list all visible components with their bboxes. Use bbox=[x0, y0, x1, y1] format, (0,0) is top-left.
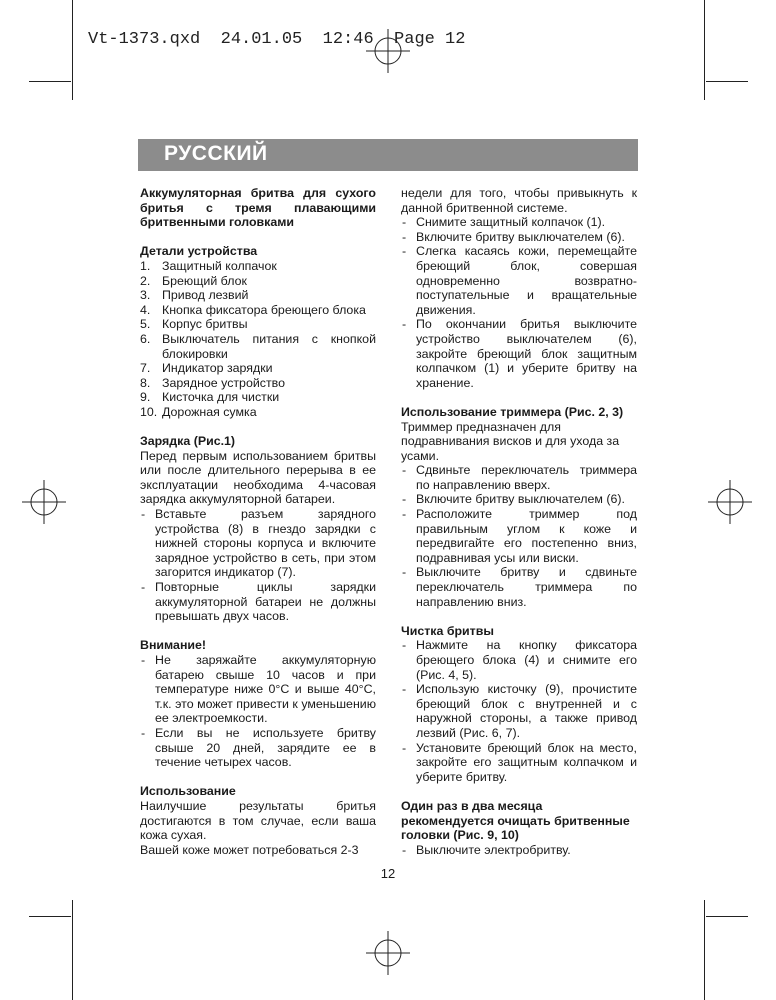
list-item: - Вставьте разъем зарядного устройства (8) в гнездо зарядки с нижней стороны корпуса и включите зарядное устройство в сеть, при этом загорится индикатор (7). bbox=[140, 507, 376, 580]
page-number: 12 bbox=[380, 866, 396, 881]
list-item: - Включите бритву выключателем (6). bbox=[401, 492, 637, 507]
list-item: - Использую кисточку (9), прочистите бреющий блок с внутренней и с наружной стороны, а также привод лезвий (Рис. 6, 7). bbox=[401, 682, 637, 740]
trimmer-heading: Использование триммера (Рис. 2, 3) bbox=[401, 404, 624, 419]
crop-mark bbox=[29, 916, 71, 917]
crop-mark bbox=[704, 0, 705, 100]
usage-text-continued: Вашей коже может потребоваться 2-3 bbox=[140, 842, 359, 857]
list-item: - Установите бреющий блок на место, закройте его защитным колпачком и уберите бритву. bbox=[401, 741, 637, 785]
crop-mark bbox=[72, 0, 73, 100]
list-item: 6. Выключатель питания с кнопкой блокировки bbox=[140, 331, 376, 361]
list-item: 2. Бреющий блок bbox=[140, 273, 247, 288]
crop-mark bbox=[704, 900, 705, 1000]
list-item: - Выключите электробритву. bbox=[401, 843, 637, 858]
list-item: - Повторные циклы зарядки аккумуляторной батареи не должны превышать двух часов. bbox=[140, 580, 376, 624]
list-item: 1. Защитный колпачок bbox=[140, 258, 277, 273]
bimonthly-heading: Один раз в два месяца рекомендуется очищать бритвенные головки (Рис. 9, 10) bbox=[401, 798, 630, 843]
registration-mark-icon bbox=[364, 929, 412, 977]
section-title: РУССКИЙ bbox=[164, 142, 268, 165]
crop-mark bbox=[706, 81, 748, 82]
list-item: 9. Кисточка для чистки bbox=[140, 390, 280, 405]
list-item: 4. Кнопка фиксатора бреющего блока bbox=[140, 302, 366, 317]
parts-heading: Детали устройства bbox=[140, 244, 258, 259]
list-item: - Если вы не используете бритву свыше 20 дней, зарядите ее в течение четырех часов. bbox=[140, 726, 376, 770]
trimmer-steps bbox=[401, 463, 637, 609]
registration-mark-icon bbox=[20, 478, 68, 526]
list-item: 5. Корпус бритвы bbox=[140, 317, 248, 332]
list-item: - Не заряжайте аккумуляторную батарею свыше 10 часов и при температуре ниже 0°С и выше 40°С, т.к. это может привести к уменьшению ее электроемкости. bbox=[140, 653, 376, 726]
crop-mark bbox=[29, 81, 71, 82]
left-column bbox=[140, 186, 376, 857]
list-item: 8. Зарядное устройство bbox=[140, 375, 285, 390]
charging-intro: Перед первым использованием бритвы или после длительного перерыва в ее эксплуатации необходима 4-часовая зарядка аккумуляторной батареи. bbox=[140, 448, 376, 507]
usage-steps bbox=[401, 215, 637, 390]
file-slug: Vt-1373.qxd 24.01.05 12:46 Page 12 bbox=[88, 30, 466, 49]
trimmer-intro: Триммер предназначен для подравнивания висков и для ухода за усами. bbox=[401, 419, 620, 463]
usage-text: Наилучшие результаты бритья достигаются в том случае, если ваша кожа сухая. bbox=[140, 798, 376, 843]
section-title-bar bbox=[138, 139, 638, 171]
warning-list bbox=[140, 653, 376, 770]
list-item: 7. Индикатор зарядки bbox=[140, 361, 273, 376]
list-item: - Нажмите на кнопку фиксатора бреющего блока (4) и снимите его (Рис. 4, 5). bbox=[401, 638, 637, 682]
list-item: 3. Привод лезвий bbox=[140, 288, 249, 303]
charging-steps bbox=[140, 507, 376, 624]
registration-mark-icon bbox=[706, 478, 754, 526]
list-item: 10. Дорожная сумка bbox=[140, 404, 257, 419]
usage-heading: Использование bbox=[140, 784, 236, 799]
list-item: - Расположите триммер под правильным углом к коже и передвигайте его постепенно вниз, подравнивая усы или виски. bbox=[401, 507, 637, 565]
charging-heading: Зарядка (Рис.1) bbox=[140, 434, 236, 449]
document-title: Аккумуляторная бритва для сухого бритья с тремя плавающими бритвенными головками bbox=[140, 186, 376, 230]
registration-mark-icon bbox=[364, 27, 412, 75]
right-column bbox=[401, 186, 637, 857]
crop-mark bbox=[706, 916, 748, 917]
list-item: - Слегка касаясь кожи, перемещайте бреющий блок, совершая одновременно возвратно-поступательные и вращательные движения. bbox=[401, 244, 637, 317]
list-item: - По окончании бритья выключите устройство выключателем (6), закройте бреющий блок защитным колпачком (1) и уберите бритву на хранение. bbox=[401, 317, 637, 390]
list-item: - Выключите бритву и сдвиньте переключатель триммера по направлению вниз. bbox=[401, 565, 637, 609]
crop-mark bbox=[72, 900, 73, 1000]
cleaning-heading: Чистка бритвы bbox=[401, 623, 494, 638]
cleaning-steps bbox=[401, 638, 637, 784]
usage-continuation: недели для того, чтобы привыкнуть к данной бритвенной системе. bbox=[401, 186, 637, 215]
parts-list bbox=[140, 259, 376, 420]
list-item: - Сдвиньте переключатель триммера по направлению вверх. bbox=[401, 463, 637, 492]
bimonthly-steps bbox=[401, 843, 637, 858]
list-item: - Снимите защитный колпачок (1). bbox=[401, 215, 637, 230]
list-item: - Включите бритву выключателем (6). bbox=[401, 230, 637, 245]
warning-heading: Внимание! bbox=[140, 638, 207, 653]
